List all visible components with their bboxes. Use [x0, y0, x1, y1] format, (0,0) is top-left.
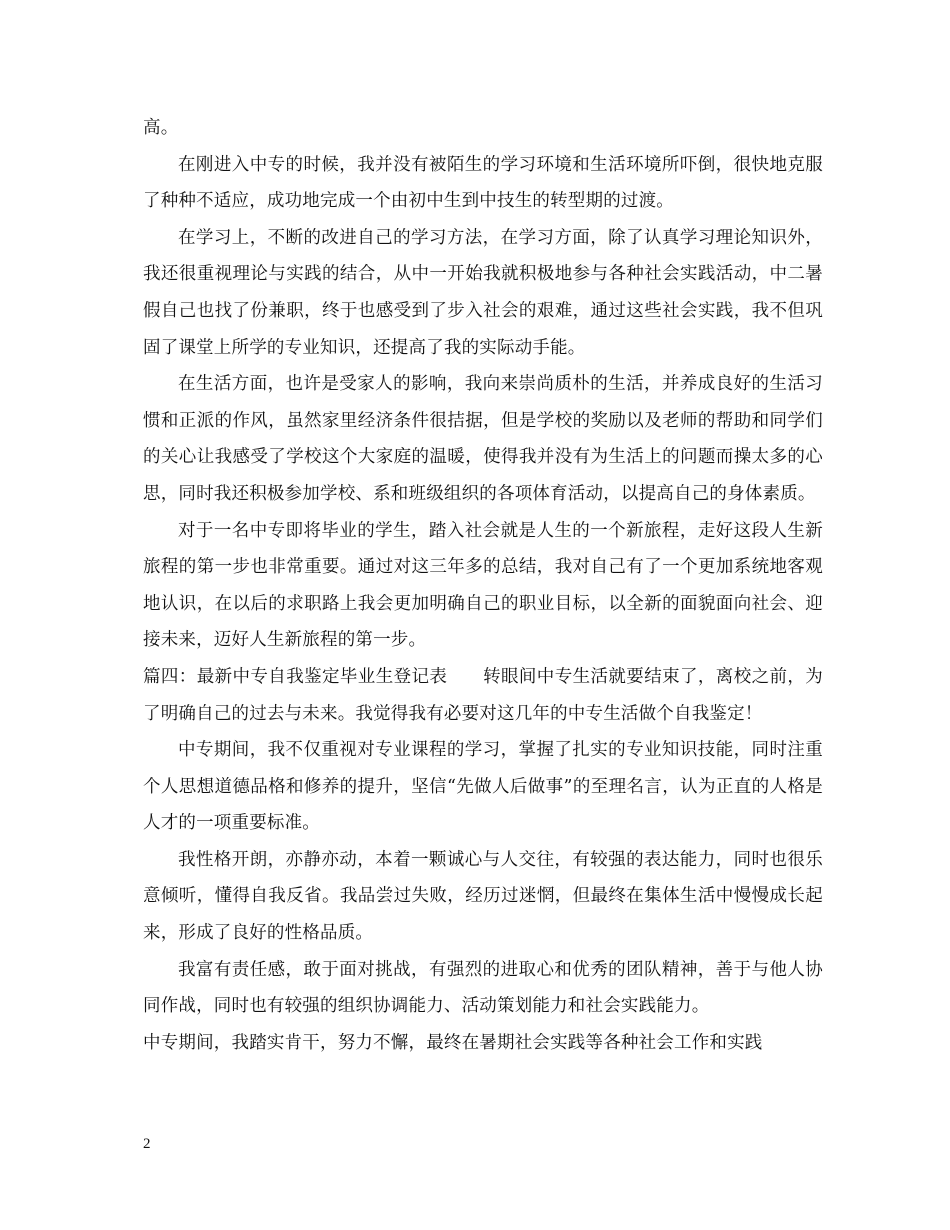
section-heading-paragraph: 篇四：最新中专自我鉴定毕业生登记表 转眼间中专生活就要结束了，离校之前，为了明确自己的过去与未来。我觉得我有必要对这几年的中专生活做个自我鉴定！	[143, 666, 823, 724]
paragraph: 在刚进入中专的时候，我并没有被陌生的学习环境和生活环境所吓倒，很快地克服了种种不适应，成功地完成一个由初中生到中技生的转型期的过渡。	[143, 154, 823, 212]
paragraph: 在生活方面，也许是受家人的影响，我向来崇尚质朴的生活，并养成良好的生活习惯和正派的作风，虽然家里经济条件很拮据，但是学校的奖励以及老师的帮助和同学们的关心让我感受了学校这个大家庭的温暖，使得我并没有为生活上的问题而操太多的心思，同时我还积极参加学校、系和班级组织的各项体育活动，以提高自己的身体素质。	[143, 374, 823, 504]
page-number: 2	[143, 1136, 151, 1152]
paragraph: 对于一名中专即将毕业的学生，踏入社会就是人生的一个新旅程，走好这段人生新旅程的第一步也非常重要。通过对这三年多的总结，我对自己有了一个更加系统地客观地认识，在以后的求职路上我会更加明确自己的职业目标，以全新的面貌面向社会、迎接未来，迈好人生新旅程的第一步。	[143, 520, 823, 651]
paragraph-continuation: 高。	[143, 118, 179, 138]
document-body	[143, 110, 823, 1061]
paragraph: 我富有责任感，敢于面对挑战，有强烈的进取心和优秀的团队精神，善于与他人协同作战，同时也有较强的组织协调能力、活动策划能力和社会实践能力。	[143, 959, 823, 1017]
paragraph: 在学习上，不断的改进自己的学习方法，在学习方面，除了认真学习理论知识外，我还很重视理论与实践的结合，从中一开始我就积极地参与各种社会实践活动，中二暑假自己也找了份兼职，终于也感受到了步入社会的艰难，通过这些社会实践，我不但巩固了课堂上所学的专业知识，还提高了我的实际动手能。	[143, 227, 823, 358]
paragraph: 中专期间，我不仅重视对专业课程的学习，掌握了扎实的专业知识技能，同时注重个人思想道德品格和修养的提升，坚信“先做人后做事”的至理名言，认为正直的人格是人才的一项重要标准。	[143, 740, 823, 834]
paragraph: 中专期间，我踏实肯干，努力不懈，最终在暑期社会实践等各种社会工作和实践	[143, 1032, 763, 1053]
paragraph: 我性格开朗，亦静亦动，本着一颗诚心与人交往，有较强的表达能力，同时也很乐意倾听，懂得自我反省。我品尝过失败，经历过迷惘，但最终在集体生活中慢慢成长起来，形成了良好的性格品质。	[143, 849, 823, 944]
